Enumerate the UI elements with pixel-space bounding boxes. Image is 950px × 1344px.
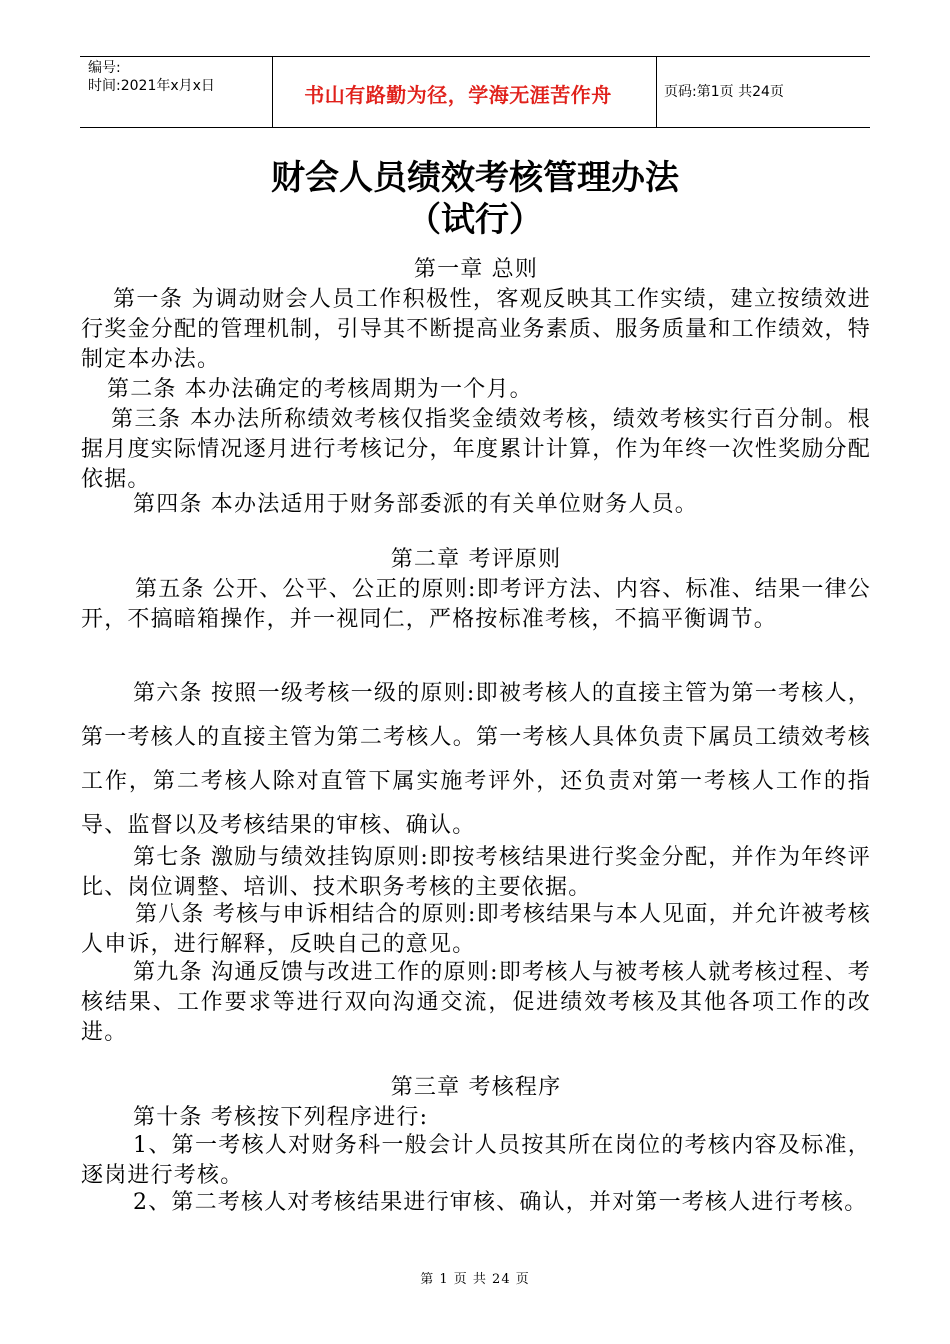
- document-subtitle: （试行）: [407, 200, 543, 240]
- chapter-heading: 第二章 考评原则: [390, 547, 562, 572]
- header-meta: [88, 59, 215, 95]
- page-header: [80, 56, 870, 128]
- article-8: 第八条 考核与申诉相结合的原则:即考核结果与本人见面，并允许被考核人申诉，进行解释，反映自己的意见。: [81, 902, 872, 957]
- document-number-label: 编号:: [88, 60, 121, 76]
- list-item: 1、第一考核人对财务科一般会计人员按其所在岗位的考核内容及标准，逐岗进行考核。: [81, 1133, 871, 1188]
- chapter-heading: 第三章 考核程序: [390, 1075, 562, 1100]
- document-time-label: 时间:2021年x月x日: [88, 78, 215, 94]
- article-3: 第三条 本办法所称绩效考核仅指奖金绩效考核，绩效考核实行百分制。根据月度实际情况逐月进行考核记分，年度累计计算，作为年终一次性奖励分配依据。: [81, 407, 871, 492]
- page-footer: 第 1 页 共 24 页: [420, 1272, 530, 1287]
- article-2: 第二条 本办法确定的考核周期为一个月。: [107, 377, 533, 402]
- document-title: 财会人员绩效考核管理办法: [271, 158, 679, 198]
- article-5: 第五条 公开、公平、公正的原则:即考评方法、内容、标准、结果一律公开，不搞暗箱操作，并一视同仁，严格按标准考核，不搞平衡调节。: [81, 577, 872, 632]
- article-1: 第一条 为调动财会人员工作积极性，客观反映其工作实绩，建立按绩效进行奖金分配的管理机制，引导其不断提高业务素质、服务质量和工作绩效，特制定本办法。: [81, 287, 871, 372]
- article-9: 第九条 沟通反馈与改进工作的原则:即考核人与被考核人就考核过程、考核结果、工作要求等进行双向沟通交流，促进绩效考核及其他各项工作的改进。: [81, 960, 871, 1045]
- article-7: 第七条 激励与绩效挂钩原则:即按考核结果进行奖金分配，并作为年终评比、岗位调整、培训、技术职务考核的主要依据。: [81, 845, 871, 900]
- header-divider: [656, 57, 657, 127]
- article-10: 第十条 考核按下列程序进行:: [133, 1105, 429, 1130]
- header-motto: 书山有路勤为径，学海无涯苦作舟: [304, 83, 612, 107]
- article-6: 第六条 按照一级考核一级的原则:即被考核人的直接主管为第一考核人，第一考核人的直接主管为第二考核人。第一考核人具体负责下属员工绩效考核工作，第二考核人除对直管下属实施考评外，还负责对第一考核人工作的指导、监督以及考核结果的审核、确认。: [81, 681, 871, 838]
- chapter-heading: 第一章 总则: [413, 257, 539, 282]
- header-page-info: 页码:第1页 共24页: [664, 84, 784, 100]
- list-item: 2、第二考核人对考核结果进行审核、确认，并对第一考核人进行考核。: [133, 1190, 868, 1215]
- article-4: 第四条 本办法适用于财务部委派的有关单位财务人员。: [133, 492, 698, 517]
